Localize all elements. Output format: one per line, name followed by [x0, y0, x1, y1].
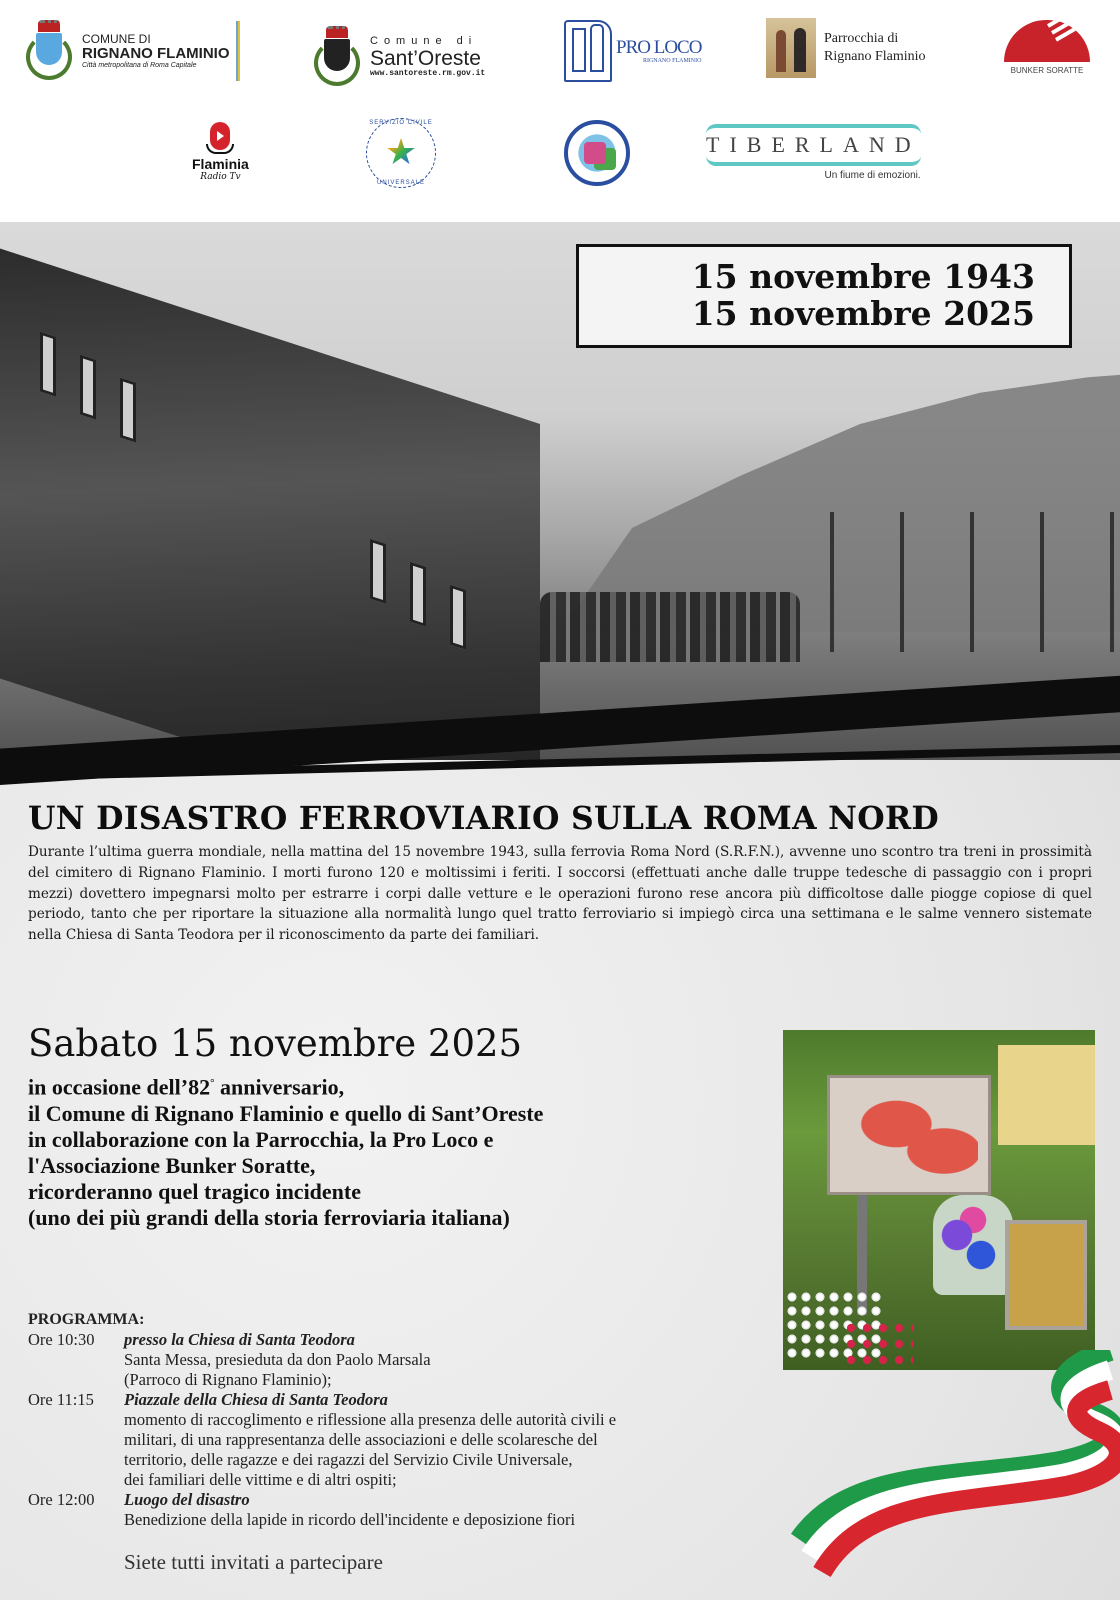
logo-parrocchia [766, 18, 926, 78]
program-detail: militari, di una rappresentanza delle associazioni e delle scolaresche del [124, 1430, 598, 1449]
article-body: Durante l’ultima guerra mondiale, nella mattina del 15 novembre 1943, sulla ferrovia Roma Nord (S.R.F.N.), avvenne uno scontro tra treni in prossimità del cimitero di Rignano Flaminio. I morti furono 120 e moltissimi i feriti. I soccorsi (effettuati anche dalle truppe tedesche di passaggio con i propri mezzi) dovettero impegnarsi molto per estrarre i corpi dalle vetture e le operazioni furono rese ancora più difficoltose dalle piogge copiose di quel periodo, tanto che per riportare la situazione alla normalità lungo quel tratto ferroviario si impiegò circa una settimana e le salme vennero sistemate nella Chiesa di Santa Teodora per il riconoscimento da parte dei familiari. [28, 844, 1092, 944]
program-location: Luogo del disastro [124, 1490, 250, 1509]
rignano-crest-icon [24, 20, 74, 82]
program-detail: (Parroco di Rignano Flaminio); [124, 1370, 332, 1389]
program-detail: Santa Messa, presieduta da don Paolo Marsala [124, 1350, 431, 1369]
logo-text: UNIVERSALE [376, 180, 425, 186]
program-item [28, 1390, 758, 1490]
program-location: Piazzale della Chiesa di Santa Teodora [124, 1390, 388, 1409]
logo-ambasciatori-territorio [564, 120, 630, 186]
relief-plaque [827, 1075, 991, 1195]
logo-bunker-soratte [1002, 20, 1092, 80]
program-detail: dei familiari delle vittime e di altri ospiti; [124, 1470, 397, 1489]
article-headline: UN DISASTRO FERROVIARIO SULLA ROMA NORD [28, 800, 940, 837]
logo-text: Un fiume di emozioni. [824, 170, 921, 181]
invitation-text: Siete tutti invitati a partecipare [124, 1550, 383, 1574]
sant-oreste-crest-icon [312, 26, 362, 88]
logo-text: BUNKER SORATTE [1010, 66, 1084, 75]
logo-text: Rignano Flaminio [824, 49, 926, 64]
ambasciatori-badge-icon [564, 120, 630, 186]
italian-flag-ribbon-icon [790, 1350, 1120, 1600]
event-line: in collaborazione con la Parrocchia, la Pro Loco e [28, 1126, 494, 1152]
event-line: (uno dei più grandi della storia ferroviaria italiana) [28, 1205, 510, 1231]
logo-text: RIGNANO FLAMINIO [642, 57, 702, 64]
program-time: Ore 11:15 [28, 1390, 94, 1409]
event-line: l'Associazione Bunker Soratte, [28, 1152, 316, 1178]
logo-servizio-civile-universale [366, 118, 436, 188]
event-description: in occasione dell’82° anniversario, il Comune di Rignano Flaminio e quello di Sant’Oreste in collaborazione con la Parrocchia, la Pro Loco e l'Associazione Bunker Soratte, ricorderanno quel tragico incidente (uno dei più grandi della storia ferroviaria italiana) [28, 1070, 748, 1232]
star-icon: ★ [384, 132, 418, 173]
logo-text: RIGNANO FLAMINIO [82, 44, 230, 62]
logo-text: Città metropolitana di Roma Capitale [82, 61, 197, 69]
commemoration-dates-box [576, 244, 1072, 348]
event-line: anniversario, [214, 1074, 345, 1100]
bell-tower-icon [564, 20, 612, 82]
logo-text: Comune di [370, 35, 478, 47]
logo-text: www.santoreste.rm.gov.it [370, 68, 486, 78]
logo-text: PRO LOCO [616, 36, 702, 58]
program-detail: territorio, delle ragazze e dei ragazzi del Servizio Civile Universale, [124, 1450, 573, 1469]
logo-flaminia-radio-tv [192, 122, 249, 182]
logo-text: Parrocchia di [824, 30, 899, 46]
trees [800, 512, 1120, 652]
program-location: presso la Chiesa di Santa Teodora [124, 1330, 355, 1349]
logo-comune-sant-oreste [312, 26, 485, 88]
microphone-icon [210, 122, 230, 150]
logo-text: COMUNE DI [82, 32, 151, 47]
event-line: il Comune di Rignano Flaminio e quello di Sant’Oreste [28, 1100, 544, 1126]
program-time: Ore 10:30 [28, 1330, 95, 1349]
flower-bouquet [933, 1195, 1013, 1295]
house [998, 1045, 1095, 1145]
program-time: Ore 12:00 [28, 1490, 95, 1509]
program-detail: momento di raccoglimento e riflessione alla presenza delle autorità civili e [124, 1410, 617, 1429]
crowd-of-people [540, 592, 800, 662]
logo-tiberland [706, 124, 921, 181]
program-schedule [28, 1310, 758, 1575]
program-item [28, 1330, 758, 1390]
event-line: ricorderanno quel tragico incidente [28, 1179, 362, 1205]
logo-text: SERVIZIO CIVILE [369, 120, 433, 126]
logo-text: Sant’Oreste [370, 46, 481, 70]
logo-comune-rignano-flaminio [24, 20, 240, 82]
logo-text: Radio Tv [200, 172, 241, 182]
memorial-plaque-photo [783, 1030, 1095, 1370]
program-title: PROGRAMMA: [28, 1311, 145, 1328]
program-detail: Benedizione della lapide in ricordo dell'incidente e deposizione fiori [124, 1510, 576, 1529]
mountain-dome-icon [1004, 20, 1090, 62]
sponsor-logos-header [0, 0, 1120, 222]
event-date: Sabato 15 novembre 2025 [28, 1022, 523, 1065]
logo-text: Flaminia [192, 156, 249, 172]
memorial-stone-plaque [1005, 1220, 1087, 1330]
saints-painting-icon [766, 18, 816, 78]
date-1943: 15 novembre 1943 [691, 257, 1035, 297]
logo-divider [236, 21, 240, 81]
logo-text: TIBERLAND [706, 124, 921, 166]
program-item [28, 1490, 758, 1530]
event-line: in occasione dell’82 [28, 1074, 211, 1100]
logo-pro-loco [564, 20, 701, 82]
date-2025: 15 novembre 2025 [691, 294, 1035, 333]
